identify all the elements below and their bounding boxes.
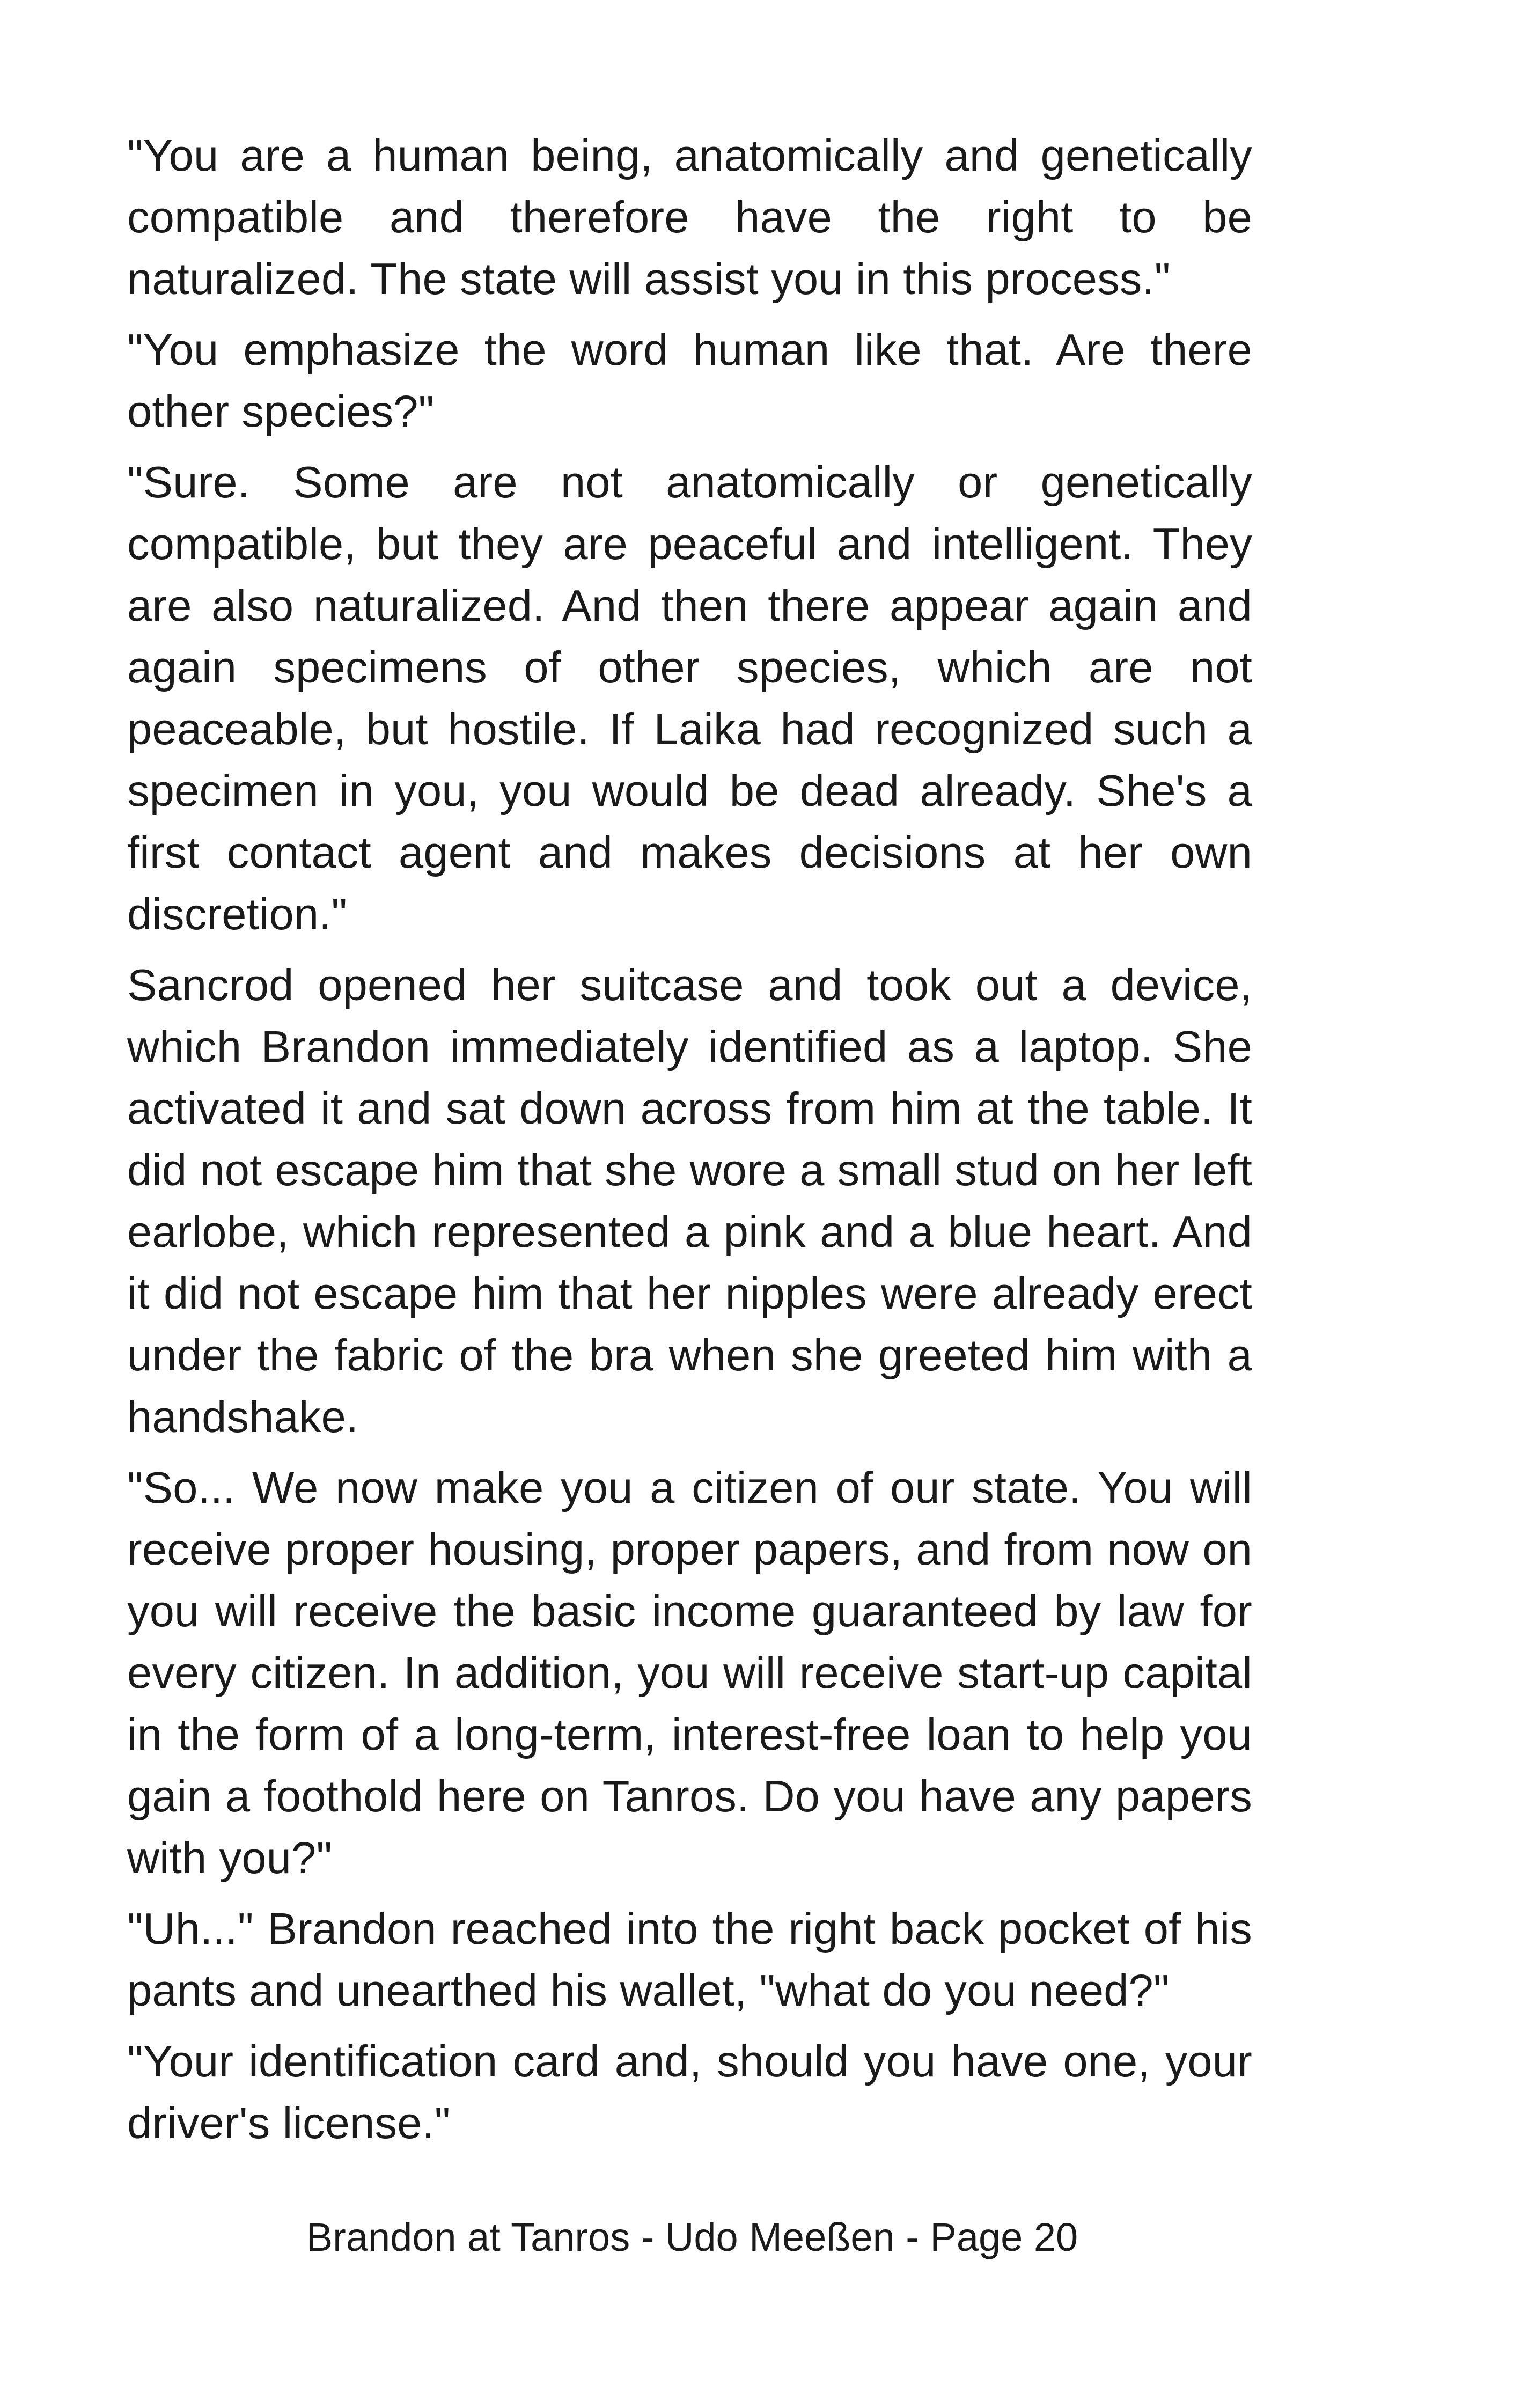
paragraph: "Your identification card and, should you have one, your driver's license."	[127, 2036, 1252, 2148]
paragraph: Sancrod opened her suitcase and took out a device, which Brandon immediately identified as a laptop. She activated it and sat down across from him at the table. It did not escape him that she wore a small stud on her left earlobe, which represented a pink and a blue heart. And it did not escape him that her nipples were already erect under the fabric of the bra when she greeted him with a handshake.	[127, 960, 1252, 1442]
paragraph: "So... We now make you a citizen of our state. You will receive proper housing, proper papers, and from now on you will receive the basic income guaranteed by law for every citizen. In addition, you will receive start-up capital in the form of a long-term, interest-free loan to help you gain a foothold here on Tanros. Do you have any papers with you?"	[127, 1463, 1252, 1883]
paragraph: "You emphasize the word human like that. Are there other species?"	[127, 325, 1252, 436]
page-body	[127, 124, 1252, 2163]
paragraph: "Uh..." Brandon reached into the right back pocket of his pants and unearthed his wallet, "what do you need?"	[127, 1904, 1252, 2015]
page-footer: Brandon at Tanros - Udo Meeßen - Page 20	[306, 2215, 1078, 2259]
paragraph: "Sure. Some are not anatomically or genetically compatible, but they are peaceful and intelligent. They are also naturalized. And then there appear again and again specimens of other species, which are not peaceable, but hostile. If Laika had recognized such a specimen in you, you would be dead already. She's a first contact agent and makes decisions at her own discretion."	[127, 457, 1252, 939]
paragraph: "You are a human being, anatomically and genetically compatible and therefore have the right to be naturalized. The state will assist you in this process."	[127, 130, 1252, 304]
